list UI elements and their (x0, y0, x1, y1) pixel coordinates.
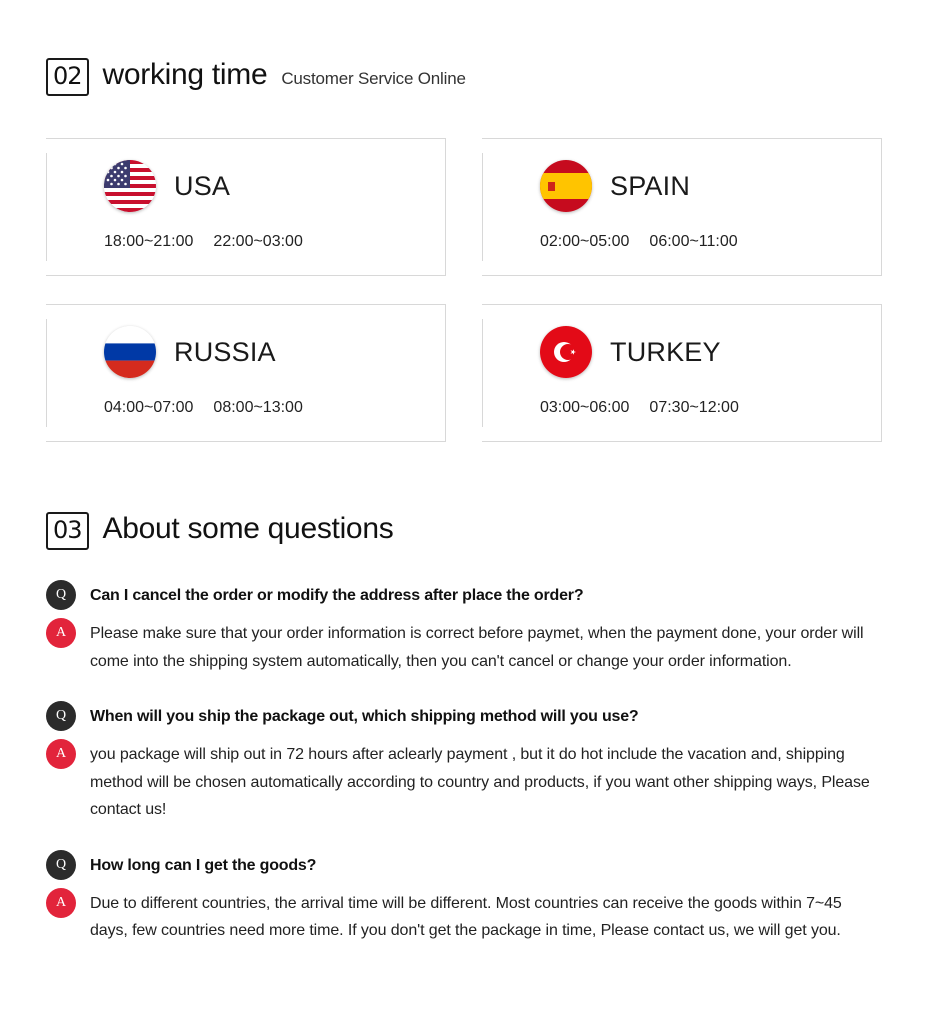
country-label: RUSSIA (174, 336, 276, 367)
time-slot-2: 06:00~11:00 (649, 233, 738, 250)
flag-russia-icon (104, 326, 156, 378)
working-time-card-usa (46, 138, 446, 276)
section-subtitle: Customer Service Online (281, 69, 466, 88)
faq-answer-row (46, 739, 896, 824)
section-number: 02 (46, 58, 89, 96)
faq-question-text: When will you ship the package out, which shipping method will you use? (90, 708, 639, 726)
country-label: USA (174, 170, 231, 201)
time-slot-1: 03:00~06:00 (540, 399, 630, 416)
faq-answer-text: Please make sure that your order information is correct before paymet, when the payment done, your order will come into the shipping system automatically, then you can't cancel or change your order information. (90, 625, 864, 670)
working-time-card-grid (46, 138, 886, 442)
section-title: About some questions (102, 512, 394, 545)
question-badge-icon: Q (46, 850, 76, 880)
working-time-card-turkey (482, 304, 882, 442)
section-number: 03 (46, 512, 89, 550)
faq-answer-text: you package will ship out in 72 hours after aclearly payment , but it do hot include the vacation and, shipping method will be chosen automatically according to country and products, if you want other shipping ways, Please contact us! (90, 746, 870, 819)
working-time-card-spain (482, 138, 882, 276)
working-time-card-russia (46, 304, 446, 442)
card-header-russia (46, 319, 445, 385)
time-slot-1: 04:00~07:00 (104, 399, 194, 416)
faq-answer-row (46, 618, 896, 675)
faq-question-row (46, 580, 896, 610)
faq-answer-row (46, 888, 896, 945)
faq-question-row (46, 850, 896, 880)
faq-item (46, 580, 896, 675)
time-slot-1: 02:00~05:00 (540, 233, 630, 250)
flag-usa-icon (104, 160, 156, 212)
flag-spain-icon (540, 160, 592, 212)
working-time-header (46, 58, 886, 96)
card-header-usa (46, 153, 445, 219)
page-title: working time (102, 58, 268, 91)
country-label: SPAIN (610, 170, 691, 201)
faq-question-text: How long can I get the goods? (90, 856, 317, 874)
time-slot-1: 18:00~21:00 (104, 233, 194, 250)
answer-badge-icon: A (46, 618, 76, 648)
card-header-turkey (482, 319, 881, 385)
faq-question-row (46, 701, 896, 731)
time-slot-2: 22:00~03:00 (213, 233, 303, 250)
faq-item (46, 850, 896, 945)
faq-question-text: Can I cancel the order or modify the address after place the order? (90, 587, 584, 604)
question-badge-icon: Q (46, 580, 76, 610)
flag-turkey-icon (540, 326, 592, 378)
time-slot-2: 07:30~12:00 (649, 399, 739, 416)
card-times-usa (46, 233, 445, 251)
working-time-section (46, 58, 886, 442)
answer-badge-icon: A (46, 888, 76, 918)
questions-section (46, 512, 896, 971)
card-times-turkey (482, 399, 881, 417)
time-slot-2: 08:00~13:00 (213, 399, 303, 416)
card-times-spain (482, 233, 881, 251)
question-badge-icon: Q (46, 701, 76, 731)
questions-header (46, 512, 896, 550)
faq-item (46, 701, 896, 824)
answer-badge-icon: A (46, 739, 76, 769)
card-header-spain (482, 153, 881, 219)
faq-list (46, 580, 896, 945)
country-label: TURKEY (610, 336, 721, 367)
faq-answer-text: Due to different countries, the arrival time will be different. Most countries can receive the goods within 7~45 days, few countries need more time. If you don't get the package in time, Please contact us, we will get you. (90, 894, 842, 940)
card-times-russia (46, 399, 445, 417)
